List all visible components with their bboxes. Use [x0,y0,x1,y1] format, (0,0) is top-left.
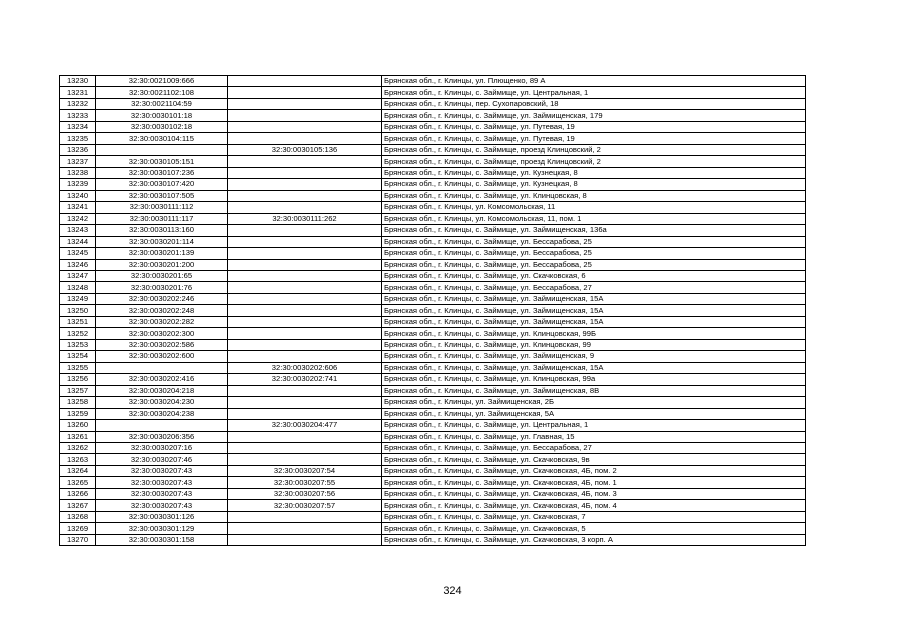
address-cell: Брянская обл., г. Клинцы, с. Займище, ул. Займищенская, 9 [382,351,806,362]
row-number-cell: 13234 [60,121,96,132]
table-row [60,431,806,442]
address-cell: Брянская обл., г. Клинцы, с. Займище, ул. Займищенская, 136а [382,225,806,236]
cadastral-number-cell: 32:30:0030207:43 [96,477,228,488]
cadastral-number-cell: 32:30:0030301:129 [96,523,228,534]
row-number-cell: 13245 [60,248,96,259]
address-cell: Брянская обл., г. Клинцы, с. Займище, ул. Клинцовская, 99а [382,374,806,385]
premises-cadastral-number-cell [228,248,382,259]
cadastral-number-cell: 32:30:0030111:117 [96,213,228,224]
row-number-cell: 13243 [60,225,96,236]
table-row [60,374,806,385]
row-number-cell: 13268 [60,511,96,522]
address-cell: Брянская обл., г. Клинцы, с. Займище, ул. Бессарабова, 27 [382,282,806,293]
cadastral-number-cell: 32:30:0030202:282 [96,316,228,327]
table-row [60,190,806,201]
table-row [60,236,806,247]
address-cell: Брянская обл., г. Клинцы, с. Займище, ул. Скачковская, 5 [382,523,806,534]
table-row [60,351,806,362]
address-cell: Брянская обл., г. Клинцы, с. Займище, ул. Бессарабова, 25 [382,248,806,259]
cadastral-number-cell: 32:30:0030207:43 [96,488,228,499]
address-cell: Брянская обл., г. Клинцы, с. Займище, ул. Скачковская, 7 [382,511,806,522]
premises-cadastral-number-cell [228,259,382,270]
address-cell: Брянская обл., г. Клинцы, с. Займище, ул. Клинцовская, 99 [382,339,806,350]
address-cell: Брянская обл., г. Клинцы, с. Займище, ул. Скачковская, 4Б, пом. 3 [382,488,806,499]
table-row [60,225,806,236]
table-row [60,534,806,545]
row-number-cell: 13246 [60,259,96,270]
row-number-cell: 13259 [60,408,96,419]
row-number-cell: 13270 [60,534,96,545]
table-row [60,282,806,293]
address-cell: Брянская обл., г. Клинцы, с. Займище, ул. Кузнецкая, 8 [382,167,806,178]
premises-cadastral-number-cell: 32:30:0030105:136 [228,144,382,155]
cadastral-number-cell: 32:30:0030207:46 [96,454,228,465]
cadastral-number-cell [96,362,228,373]
table-row [60,465,806,476]
address-cell: Брянская обл., г. Клинцы, с. Займище, ул. Займищенская, 8В [382,385,806,396]
premises-cadastral-number-cell [228,76,382,87]
table-row [60,305,806,316]
address-cell: Брянская обл., г. Клинцы, с. Займище, ул. Скачковская, 4Б, пом. 1 [382,477,806,488]
row-number-cell: 13256 [60,374,96,385]
cadastral-number-cell: 32:30:0030206:356 [96,431,228,442]
premises-cadastral-number-cell [228,305,382,316]
premises-cadastral-number-cell: 32:30:0030202:741 [228,374,382,385]
table-row [60,270,806,281]
row-number-cell: 13250 [60,305,96,316]
table-row [60,511,806,522]
registry-table [59,75,806,546]
cadastral-number-cell: 32:30:0030107:420 [96,179,228,190]
premises-cadastral-number-cell [228,511,382,522]
premises-cadastral-number-cell: 32:30:0030111:262 [228,213,382,224]
row-number-cell: 13240 [60,190,96,201]
table-row [60,202,806,213]
cadastral-number-cell: 32:30:0030201:65 [96,270,228,281]
row-number-cell: 13257 [60,385,96,396]
premises-cadastral-number-cell [228,156,382,167]
cadastral-number-cell: 32:30:0030107:236 [96,167,228,178]
cadastral-number-cell: 32:30:0030201:200 [96,259,228,270]
row-number-cell: 13253 [60,339,96,350]
address-cell: Брянская обл., г. Клинцы, с. Займище, ул. Скачковская, 4Б, пом. 4 [382,500,806,511]
table-row [60,385,806,396]
premises-cadastral-number-cell [228,408,382,419]
address-cell: Брянская обл., г. Клинцы, с. Займище, проезд Клинцовский, 2 [382,144,806,155]
cadastral-number-cell: 32:30:0021102:108 [96,87,228,98]
row-number-cell: 13254 [60,351,96,362]
table-row [60,167,806,178]
address-cell: Брянская обл., г. Клинцы, с. Займище, проезд Клинцовский, 2 [382,156,806,167]
row-number-cell: 13266 [60,488,96,499]
premises-cadastral-number-cell [228,236,382,247]
address-cell: Брянская обл., г. Клинцы, с. Займище, ул. Займищенская, 179 [382,110,806,121]
address-cell: Брянская обл., г. Клинцы, с. Займище, ул. Главная, 15 [382,431,806,442]
address-cell: Брянская обл., г. Клинцы, с. Займище, ул. Скачковская, 6 [382,270,806,281]
table-row [60,156,806,167]
cadastral-number-cell: 32:30:0030301:158 [96,534,228,545]
table-row [60,477,806,488]
cadastral-number-cell: 32:30:0030102:18 [96,121,228,132]
row-number-cell: 13263 [60,454,96,465]
row-number-cell: 13255 [60,362,96,373]
table-row [60,76,806,87]
table-row [60,98,806,109]
cadastral-number-cell: 32:30:0030113:160 [96,225,228,236]
address-cell: Брянская обл., г. Клинцы, с. Займище, ул. Центральная, 1 [382,87,806,98]
address-cell: Брянская обл., г. Клинцы, с. Займище, ул. Кузнецкая, 8 [382,179,806,190]
table-row [60,259,806,270]
table-row [60,397,806,408]
cadastral-number-cell: 32:30:0021104:59 [96,98,228,109]
address-cell: Брянская обл., г. Клинцы, с. Займище, ул. Бессарабова, 25 [382,236,806,247]
row-number-cell: 13267 [60,500,96,511]
premises-cadastral-number-cell [228,179,382,190]
cadastral-number-cell: 32:30:0030202:600 [96,351,228,362]
row-number-cell: 13264 [60,465,96,476]
cadastral-number-cell: 32:30:0030202:586 [96,339,228,350]
cadastral-number-cell: 32:30:0030104:115 [96,133,228,144]
premises-cadastral-number-cell: 32:30:0030207:54 [228,465,382,476]
address-cell: Брянская обл., г. Клинцы, с. Займище, ул. Займищенская, 15А [382,362,806,373]
premises-cadastral-number-cell [228,385,382,396]
row-number-cell: 13235 [60,133,96,144]
premises-cadastral-number-cell [228,167,382,178]
address-cell: Брянская обл., г. Клинцы, с. Займище, ул. Бессарабова, 25 [382,259,806,270]
cadastral-number-cell: 32:30:0030107:505 [96,190,228,201]
row-number-cell: 13239 [60,179,96,190]
cadastral-number-cell: 32:30:0030204:238 [96,408,228,419]
premises-cadastral-number-cell: 32:30:0030207:57 [228,500,382,511]
row-number-cell: 13260 [60,420,96,431]
premises-cadastral-number-cell [228,202,382,213]
row-number-cell: 13230 [60,76,96,87]
cadastral-number-cell [96,420,228,431]
table-row [60,523,806,534]
address-cell: Брянская обл., г. Клинцы, с. Займище, ул. Путевая, 19 [382,121,806,132]
table-row [60,362,806,373]
table-row [60,133,806,144]
row-number-cell: 13242 [60,213,96,224]
cadastral-number-cell: 32:30:0030301:126 [96,511,228,522]
cadastral-number-cell: 32:30:0030204:230 [96,397,228,408]
table-row [60,500,806,511]
premises-cadastral-number-cell [228,523,382,534]
premises-cadastral-number-cell [228,351,382,362]
table-row [60,121,806,132]
address-cell: Брянская обл., г. Клинцы, с. Займище, ул. Скачковская, 3 корп. А [382,534,806,545]
address-cell: Брянская обл., г. Клинцы, с. Займище, ул. Бессарабова, 27 [382,443,806,454]
premises-cadastral-number-cell: 32:30:0030202:606 [228,362,382,373]
premises-cadastral-number-cell [228,534,382,545]
table-row [60,328,806,339]
row-number-cell: 13232 [60,98,96,109]
row-number-cell: 13237 [60,156,96,167]
table-row [60,293,806,304]
address-cell: Брянская обл., г. Клинцы, с. Займище, ул. Скачковская, 4Б, пом. 2 [382,465,806,476]
address-cell: Брянская обл., г. Клинцы, ул. Плющенко, 89 А [382,76,806,87]
address-cell: Брянская обл., г. Клинцы, с. Займище, ул. Центральная, 1 [382,420,806,431]
address-cell: Брянская обл., г. Клинцы, с. Займище, ул. Клинцовская, 99Б [382,328,806,339]
row-number-cell: 13231 [60,87,96,98]
table-row [60,179,806,190]
premises-cadastral-number-cell [228,190,382,201]
address-cell: Брянская обл., г. Клинцы, ул. Займищенская, 5А [382,408,806,419]
row-number-cell: 13251 [60,316,96,327]
cadastral-number-cell [96,144,228,155]
cadastral-number-cell: 32:30:0030201:114 [96,236,228,247]
address-cell: Брянская обл., г. Клинцы, ул. Займищенская, 2Б [382,397,806,408]
table-row [60,110,806,121]
table-row [60,408,806,419]
row-number-cell: 13261 [60,431,96,442]
table-row [60,316,806,327]
row-number-cell: 13247 [60,270,96,281]
premises-cadastral-number-cell [228,98,382,109]
address-cell: Брянская обл., г. Клинцы, ул. Комсомольская, 11 [382,202,806,213]
premises-cadastral-number-cell: 32:30:0030207:55 [228,477,382,488]
premises-cadastral-number-cell [228,328,382,339]
row-number-cell: 13258 [60,397,96,408]
table-row [60,420,806,431]
row-number-cell: 13236 [60,144,96,155]
premises-cadastral-number-cell [228,293,382,304]
row-number-cell: 13252 [60,328,96,339]
address-cell: Брянская обл., г. Клинцы, с. Займище, ул. Займищенская, 15А [382,316,806,327]
address-cell: Брянская обл., г. Клинцы, пер. Сухопаровский, 18 [382,98,806,109]
premises-cadastral-number-cell [228,110,382,121]
cadastral-number-cell: 32:30:0030207:16 [96,443,228,454]
table-row [60,213,806,224]
table-row [60,87,806,98]
premises-cadastral-number-cell [228,87,382,98]
cadastral-number-cell: 32:30:0030202:416 [96,374,228,385]
cadastral-number-cell: 32:30:0030202:246 [96,293,228,304]
premises-cadastral-number-cell [228,225,382,236]
row-number-cell: 13238 [60,167,96,178]
cadastral-number-cell: 32:30:0030202:248 [96,305,228,316]
row-number-cell: 13269 [60,523,96,534]
table-row [60,248,806,259]
premises-cadastral-number-cell [228,133,382,144]
cadastral-number-cell: 32:30:0030207:43 [96,500,228,511]
address-cell: Брянская обл., г. Клинцы, с. Займище, ул. Займищенская, 15А [382,305,806,316]
cadastral-number-cell: 32:30:0030201:139 [96,248,228,259]
premises-cadastral-number-cell [228,431,382,442]
registry-table-body [60,76,806,546]
table-row [60,488,806,499]
row-number-cell: 13244 [60,236,96,247]
table-row [60,144,806,155]
premises-cadastral-number-cell [228,121,382,132]
premises-cadastral-number-cell [228,454,382,465]
premises-cadastral-number-cell: 32:30:0030204:477 [228,420,382,431]
premises-cadastral-number-cell [228,443,382,454]
row-number-cell: 13248 [60,282,96,293]
premises-cadastral-number-cell [228,282,382,293]
premises-cadastral-number-cell [228,270,382,281]
premises-cadastral-number-cell [228,339,382,350]
row-number-cell: 13233 [60,110,96,121]
page-number: 324 [443,585,462,597]
cadastral-number-cell: 32:30:0030204:218 [96,385,228,396]
cadastral-number-cell: 32:30:0030111:112 [96,202,228,213]
cadastral-number-cell: 32:30:0030207:43 [96,465,228,476]
row-number-cell: 13241 [60,202,96,213]
row-number-cell: 13265 [60,477,96,488]
row-number-cell: 13249 [60,293,96,304]
premises-cadastral-number-cell [228,316,382,327]
premises-cadastral-number-cell: 32:30:0030207:56 [228,488,382,499]
table-row [60,339,806,350]
table-row [60,454,806,465]
address-cell: Брянская обл., г. Клинцы, с. Займище, ул. Путевая, 19 [382,133,806,144]
cadastral-number-cell: 32:30:0030101:18 [96,110,228,121]
premises-cadastral-number-cell [228,397,382,408]
cadastral-number-cell: 32:30:0030202:300 [96,328,228,339]
address-cell: Брянская обл., г. Клинцы, с. Займище, ул. Скачковская, 9в [382,454,806,465]
cadastral-number-cell: 32:30:0030105:151 [96,156,228,167]
row-number-cell: 13262 [60,443,96,454]
address-cell: Брянская обл., г. Клинцы, с. Займище, ул. Клинцовская, 8 [382,190,806,201]
table-row [60,443,806,454]
address-cell: Брянская обл., г. Клинцы, с. Займище, ул. Займищенская, 15А [382,293,806,304]
cadastral-number-cell: 32:30:0030201:76 [96,282,228,293]
cadastral-number-cell: 32:30:0021009:666 [96,76,228,87]
address-cell: Брянская обл., г. Клинцы, ул. Комсомольская, 11, пом. 1 [382,213,806,224]
